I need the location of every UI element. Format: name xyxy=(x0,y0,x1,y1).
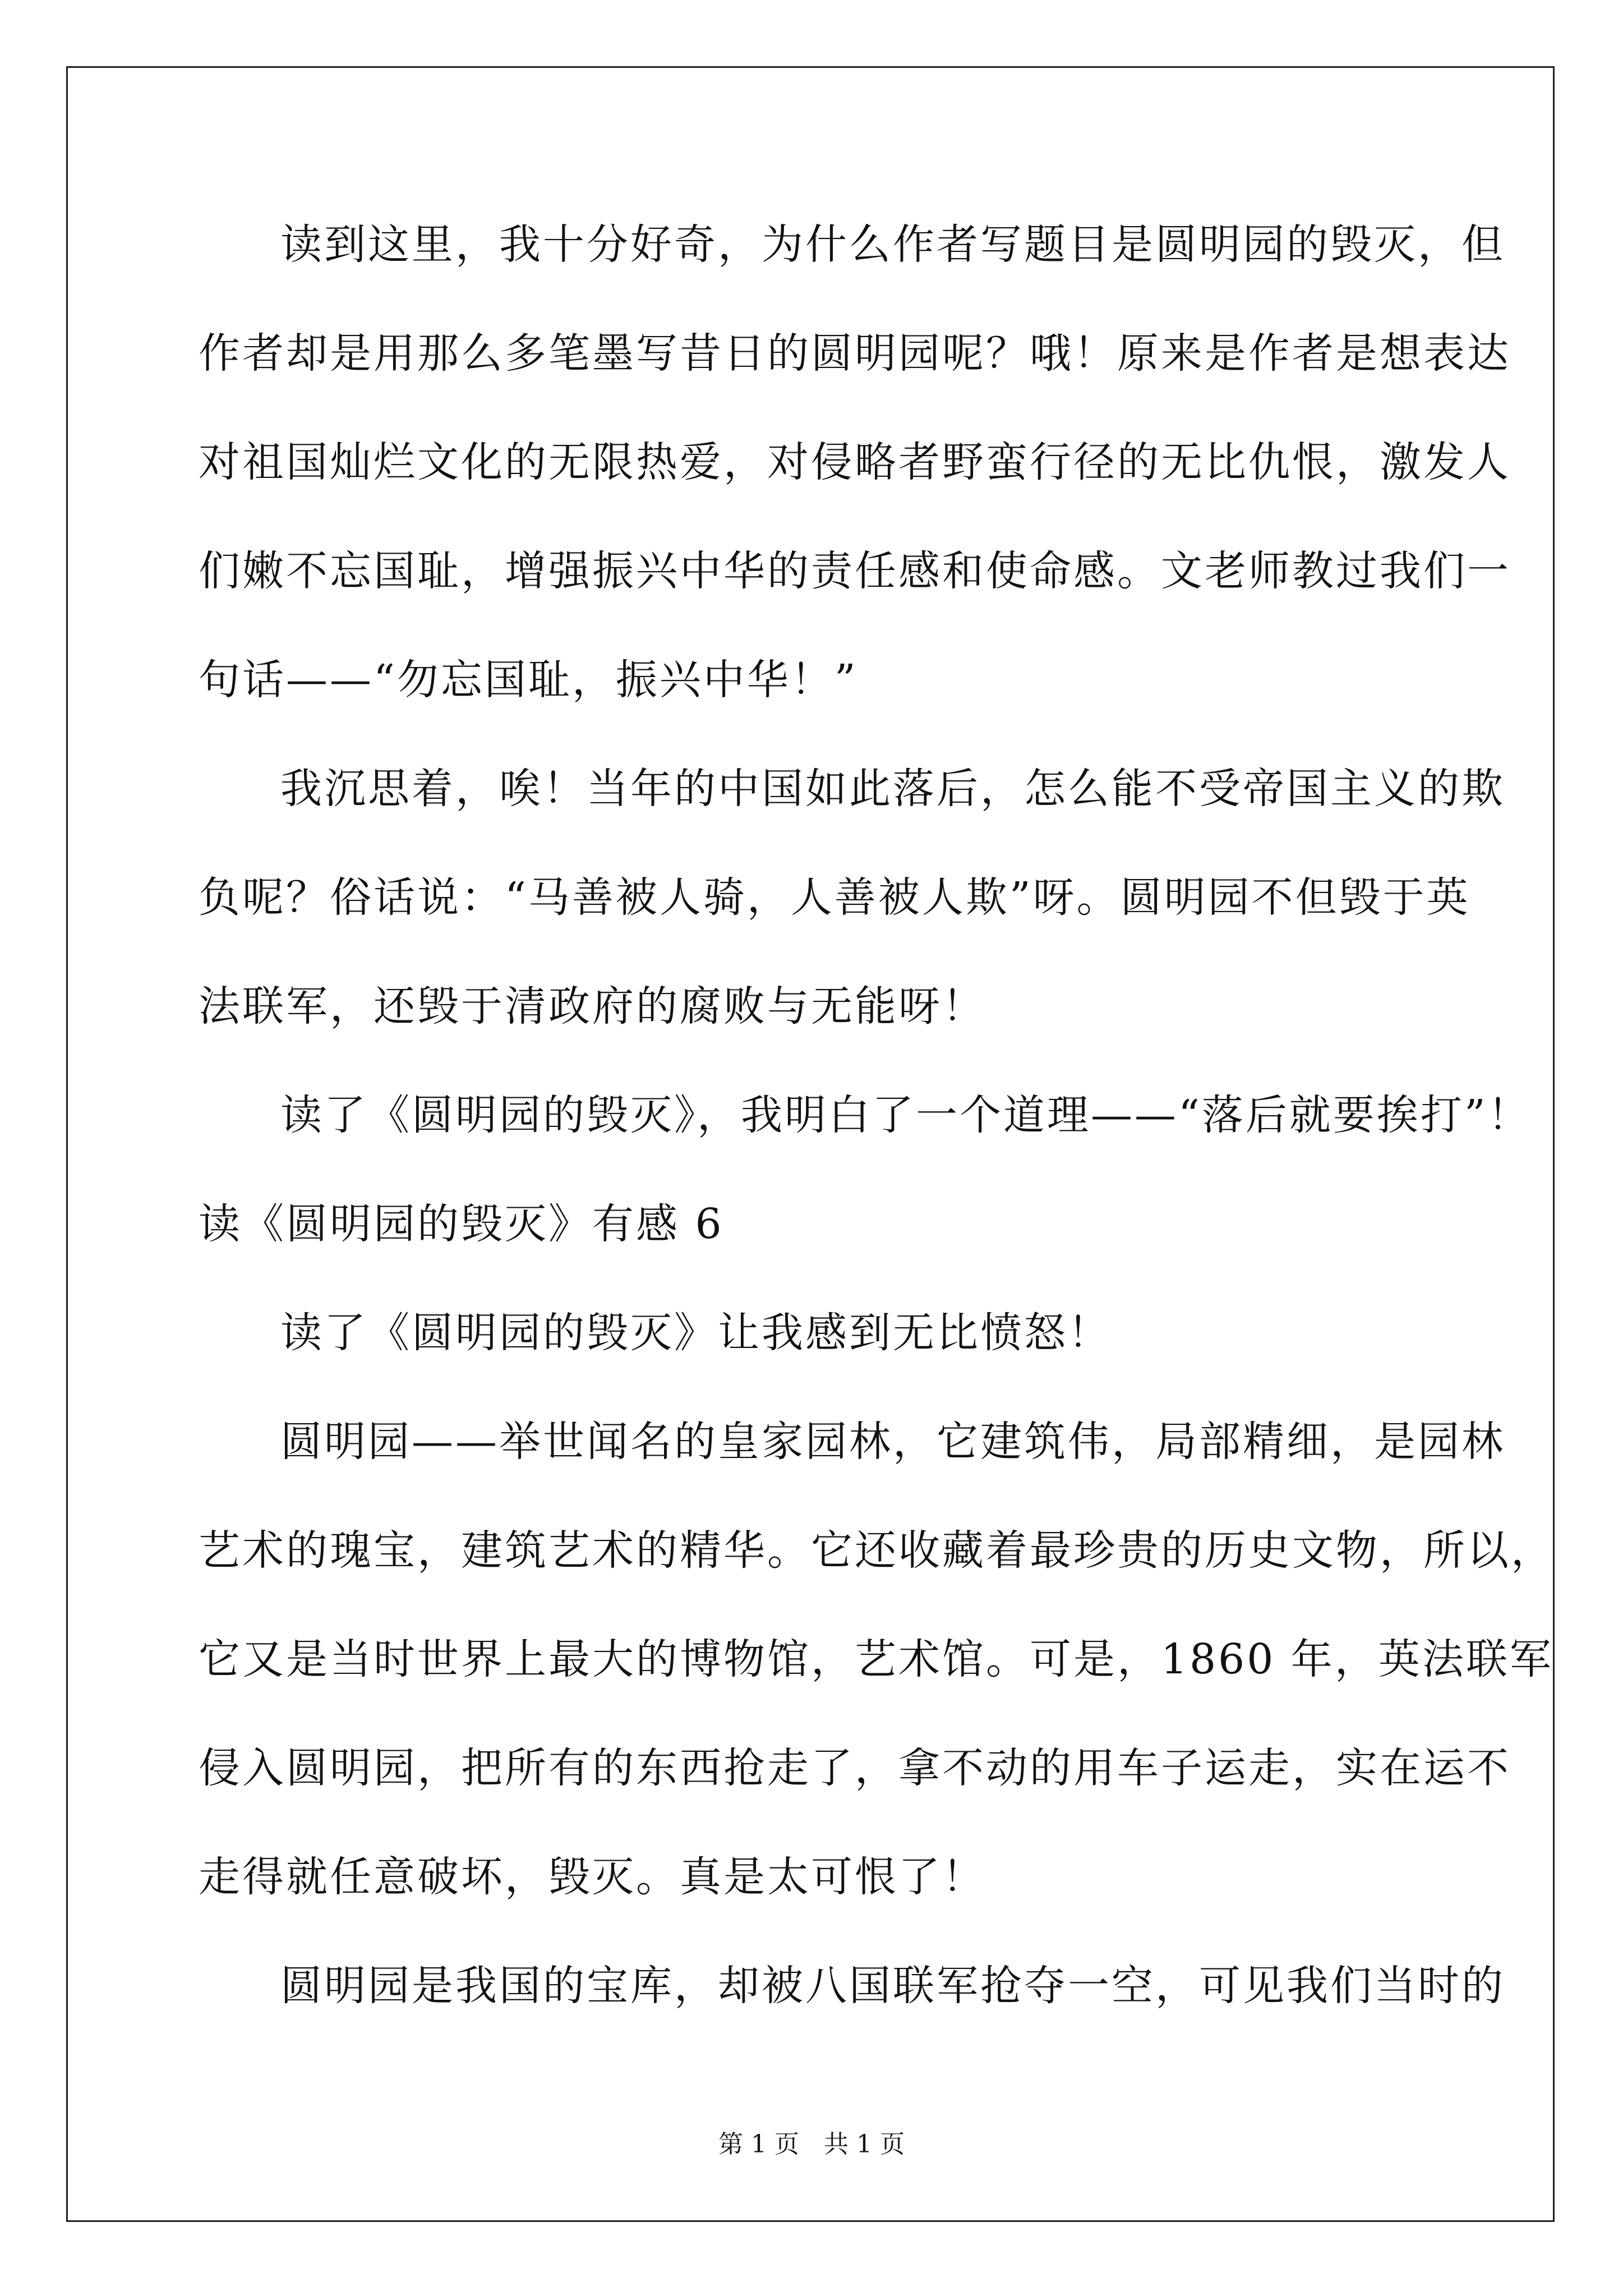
page-number-footer: 第 1 页 共 1 页 xyxy=(718,2130,905,2159)
paragraph-line: 负呢？俗话说：“马善被人骑，人善被人欺”呀。圆明园不但毁于英 xyxy=(199,873,1470,922)
paragraph-line: 读了《圆明园的毁灭》让我感到无比愤怒！ xyxy=(280,1309,1112,1357)
paragraph-line: 圆明园——举世闻名的皇家园林，它建筑伟，局部精细，是园林 xyxy=(280,1418,1505,1466)
paragraph-line: 作者却是用那么多笔墨写昔日的圆明园呢？哦！原来是作者是想表达 xyxy=(199,329,1511,378)
paragraph-line: 读到这里，我十分好奇，为什么作者写题目是圆明园的毁灭，但 xyxy=(280,220,1505,269)
paragraph-line: 艺术的瑰宝，建筑艺术的精华。它还收藏着最珍贵的历史文物，所以， xyxy=(199,1526,1555,1575)
paragraph-line: 读了《圆明园的毁灭》，我明白了一个道理——“落后就要挨打”！ xyxy=(280,1091,1532,1139)
paragraph-line: 它又是当时世界上最大的博物馆，艺术馆。可是，1860 年，英法联军 xyxy=(199,1635,1553,1683)
paragraph-line: 法联军，还毁于清政府的腐败与无能呀！ xyxy=(199,982,986,1030)
paragraph-line: 走得就任意破坏，毁灭。真是太可恨了！ xyxy=(199,1853,986,1901)
section-heading: 读《圆明园的毁灭》有感 6 xyxy=(199,1200,724,1248)
paragraph-line: 我沉思着，唉！当年的中国如此落后，怎么能不受帝国主义的欺 xyxy=(280,765,1505,813)
paragraph-line: 侵入圆明园，把所有的东西抢走了，拿不动的用车子运走，实在运不 xyxy=(199,1744,1511,1792)
paragraph-line: 句话——“勿忘国耻，振兴中华！” xyxy=(199,656,858,704)
paragraph-line: 对祖国灿烂文化的无限热爱，对侵略者野蛮行径的无比仇恨，激发人 xyxy=(199,438,1511,486)
paragraph-line: 们嫩不忘国耻，增强振兴中华的责任感和使命感。文老师教过我们一 xyxy=(199,547,1511,595)
paragraph-line: 圆明园是我国的宝库，却被八国联军抢夺一空，可见我们当时的 xyxy=(280,1962,1505,2010)
